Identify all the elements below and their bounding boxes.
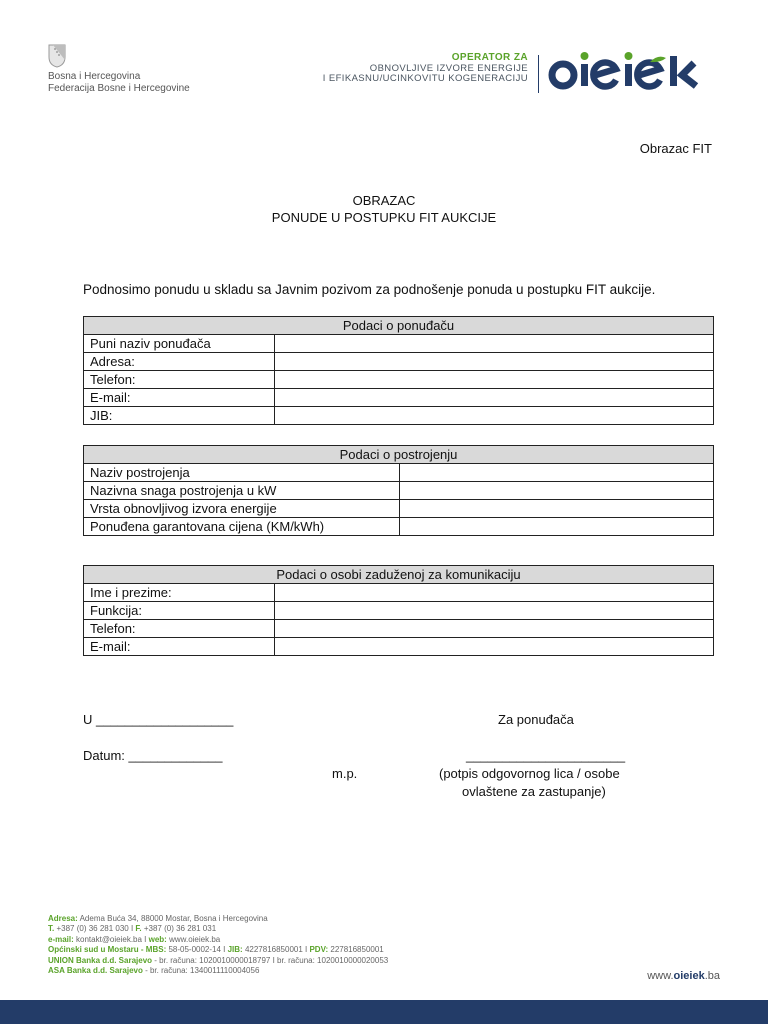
footer-key: JIB:	[227, 945, 243, 955]
country-name: Bosna i Hercegovina	[48, 71, 141, 82]
place-field[interactable]: U ___________________	[83, 712, 234, 727]
header-divider	[538, 55, 539, 93]
operator-line-2: OBNOVLJIVE IZVORE ENERGIJE	[369, 62, 528, 74]
table-row	[84, 407, 714, 425]
table-row	[84, 620, 714, 638]
footer-value: 58-05-0002-14 I	[166, 945, 228, 955]
footer-key: F.	[135, 924, 142, 934]
contact-table-header: Podaci o osobi zaduženoj za komunikaciju	[84, 566, 714, 584]
signature-caption-2: ovlaštene za zastupanje)	[462, 784, 606, 799]
coat-of-arms-icon	[48, 44, 66, 68]
table-row	[84, 389, 714, 407]
footer-bank-line-1	[48, 956, 388, 966]
row-label: Ime i prezime:	[84, 584, 275, 602]
footer-value: Adema Buća 34, 88000 Mostar, Bosna i Hercegovina	[77, 914, 268, 923]
operator-name	[323, 53, 528, 85]
table-row	[84, 500, 714, 518]
footer-key: web:	[148, 934, 167, 944]
table-row	[84, 464, 714, 482]
row-label: Telefon:	[84, 620, 275, 638]
table-row	[84, 482, 714, 500]
form-label: Obrazac FIT	[639, 141, 712, 156]
footer-info	[48, 914, 388, 976]
row-label: Funkcija:	[84, 602, 275, 620]
contact-table	[83, 565, 714, 656]
row-label: JIB:	[84, 407, 275, 425]
footer-value: 227816850001	[328, 945, 384, 955]
table-row	[84, 638, 714, 656]
footer-key: e-mail:	[48, 934, 74, 944]
footer-key: PDV:	[309, 945, 329, 955]
plant-table-header: Podaci o postrojenju	[84, 446, 714, 464]
table-header-row	[84, 446, 714, 464]
signature-line[interactable]: ______________________	[466, 748, 626, 763]
footer-value: 4227816850001 I	[242, 945, 310, 955]
contact-phone-field[interactable]	[275, 620, 714, 638]
website-link[interactable]	[647, 970, 720, 982]
oieiek-logo	[546, 50, 724, 96]
table-row	[84, 584, 714, 602]
footer-contact-line	[48, 935, 388, 945]
footer-value: +387 (0) 36 281 030 I	[54, 924, 136, 934]
rated-power-field[interactable]	[400, 482, 714, 500]
footer-value: +387 (0) 36 281 031	[141, 924, 217, 934]
footer-key: ASA Banka d.d. Sarajevo	[48, 966, 143, 976]
email-field[interactable]	[275, 389, 714, 407]
bidder-table-header: Podaci o ponuđaču	[84, 317, 714, 335]
signature-caption-1: (potpis odgovornog lica / osobe	[439, 766, 620, 781]
website-suffix: .ba	[704, 970, 720, 982]
entity-name: Federacija Bosne i Hercegovine	[48, 83, 190, 94]
table-header-row	[84, 566, 714, 584]
footer-email-link[interactable]: kontakt@oieiek.ba I	[73, 934, 149, 944]
operator-line-3: I EFIKASNU/UCINKOVITU KOGENERACIJU	[322, 73, 528, 84]
table-header-row	[84, 317, 714, 335]
footer-address-line	[48, 914, 388, 924]
row-label: Adresa:	[84, 353, 275, 371]
footer-key: UNION Banka d.d. Sarajevo	[48, 955, 153, 965]
row-label: Telefon:	[84, 371, 275, 389]
footer-key: Adresa:	[48, 914, 78, 923]
contact-function-field[interactable]	[275, 602, 714, 620]
row-label: E-mail:	[84, 638, 275, 656]
website-prefix: www.	[647, 970, 674, 982]
footer-key: Općinski sud u Mostaru - MBS:	[48, 945, 167, 955]
row-label: Ponuđena garantovana cijena (KM/kWh)	[84, 518, 400, 536]
bidder-table	[83, 316, 714, 425]
bottom-bar	[0, 1000, 768, 1024]
intro-text: Podnosimo ponudu u skladu sa Javnim pozivom za podnošenje ponuda u postupku FIT aukcije.	[83, 282, 656, 297]
for-bidder-label: Za ponuđača	[498, 712, 574, 727]
plant-table	[83, 445, 714, 536]
address-field[interactable]	[275, 353, 714, 371]
full-name-field[interactable]	[275, 335, 714, 353]
footer-value: - br. računa: 1340011110004056	[142, 966, 260, 976]
plant-name-field[interactable]	[400, 464, 714, 482]
operator-line-1: OPERATOR ZA	[451, 52, 528, 63]
row-label: Puni naziv ponuđača	[84, 335, 275, 353]
footer-key: T.	[48, 924, 55, 934]
footer-registry-line	[48, 945, 388, 955]
table-row	[84, 371, 714, 389]
row-label: Nazivna snaga postrojenja u kW	[84, 482, 400, 500]
website-brand: oieiek	[673, 970, 705, 982]
contact-name-field[interactable]	[275, 584, 714, 602]
footer-value: - br. računa: 1020010000018797 I br. računa: 1020010000020053	[152, 955, 389, 965]
table-row	[84, 335, 714, 353]
title-line-1: OBRAZAC	[352, 193, 416, 208]
contact-email-field[interactable]	[275, 638, 714, 656]
footer-phone-line	[48, 924, 388, 934]
row-label: E-mail:	[84, 389, 275, 407]
table-row	[84, 602, 714, 620]
offered-price-field[interactable]	[400, 518, 714, 536]
jib-field[interactable]	[275, 407, 714, 425]
stamp-label: m.p.	[332, 766, 358, 781]
phone-field[interactable]	[275, 371, 714, 389]
energy-source-field[interactable]	[400, 500, 714, 518]
date-field[interactable]: Datum: _____________	[83, 748, 223, 763]
footer-web-link[interactable]: www.oieiek.ba	[166, 934, 221, 944]
title-line-2: PONUDE U POSTUPKU FIT AUKCIJE	[271, 210, 497, 225]
footer-bank-line-2	[48, 966, 388, 976]
row-label: Vrsta obnovljivog izvora energije	[84, 500, 400, 518]
table-row	[84, 518, 714, 536]
table-row	[84, 353, 714, 371]
row-label: Naziv postrojenja	[84, 464, 400, 482]
